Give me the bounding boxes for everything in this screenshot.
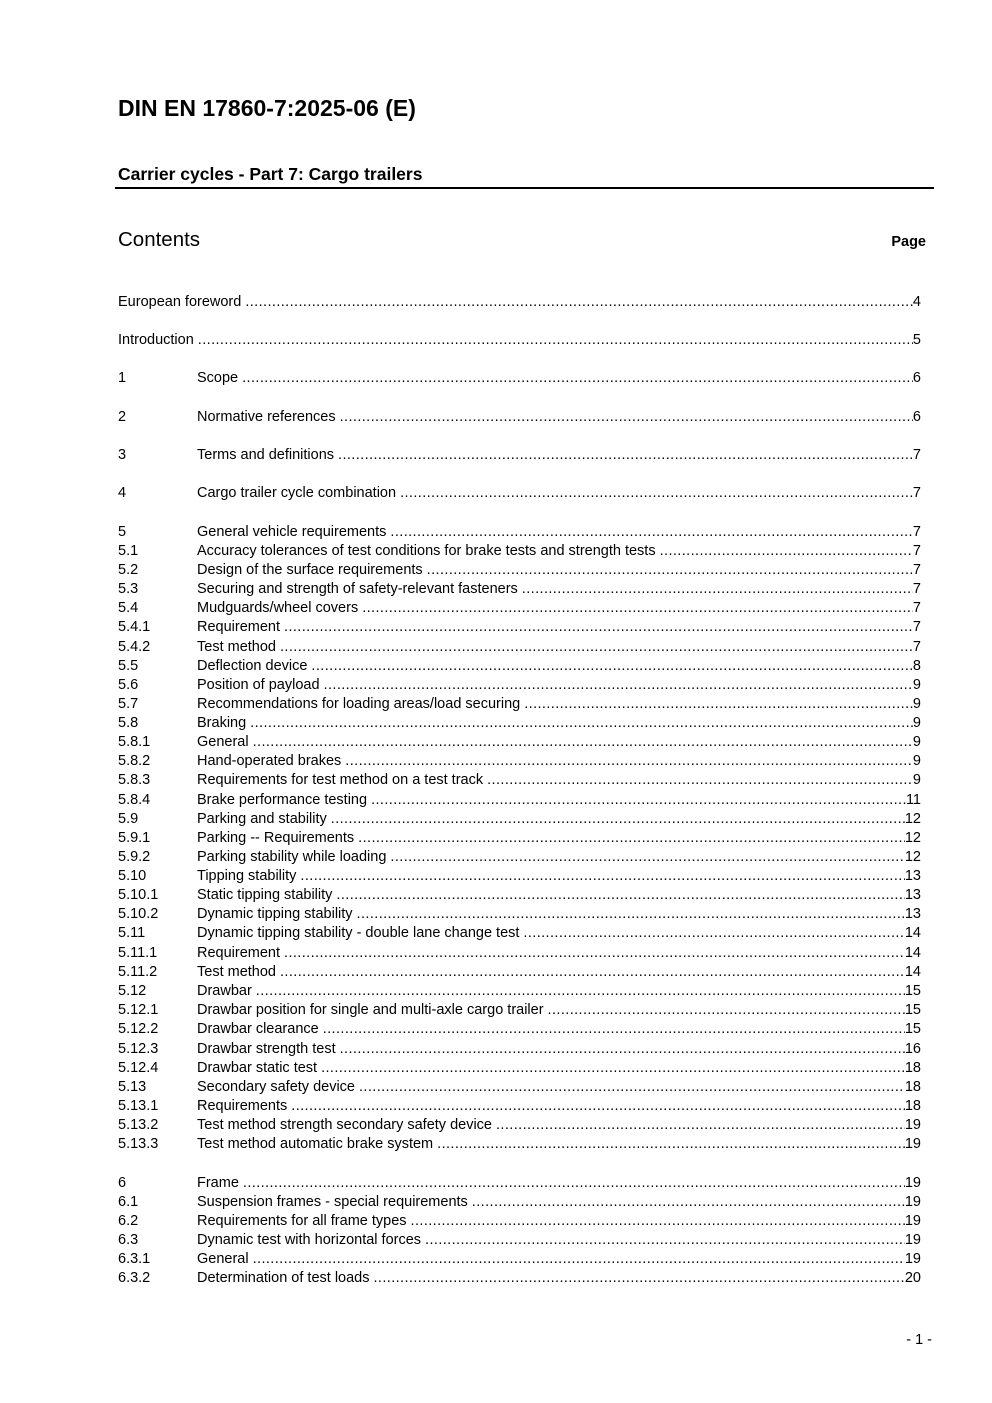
toc-entry-title: Hand-operated brakes (197, 753, 342, 769)
toc-entry (118, 924, 921, 943)
toc-entry-title: Static tipping stability (197, 887, 333, 903)
toc-entry-page: 8 (912, 658, 921, 674)
toc-leader-dots (198, 331, 913, 350)
toc-entry-number: 5.1 (118, 543, 139, 559)
toc-entry (118, 331, 921, 350)
toc-entry (118, 791, 921, 810)
toc-entry-title: Drawbar position for single and multi-axle cargo trailer (197, 1002, 544, 1018)
toc-entry (118, 905, 921, 924)
toc-entry-page: 19 (904, 1251, 921, 1267)
toc-entry-title: Test method strength secondary safety device (197, 1117, 492, 1133)
toc-entry-number: 6.2 (118, 1213, 139, 1229)
toc-leader-dots (300, 867, 904, 886)
toc-entry-page: 15 (904, 983, 921, 999)
toc-entry (118, 1020, 921, 1039)
toc-entry (118, 293, 921, 312)
toc-entry-page: 14 (904, 964, 921, 980)
toc-entry (118, 982, 921, 1001)
toc-entry-title: Cargo trailer cycle combination (197, 485, 397, 501)
toc-entry-page: 19 (904, 1117, 921, 1133)
toc-entry-number: 5.6 (118, 677, 139, 693)
toc-entry-number: 5.9 (118, 811, 139, 827)
toc-entry-page: 7 (912, 619, 921, 635)
toc-entry-number: 6.3 (118, 1232, 139, 1248)
toc-entry-title: Parking stability while loading (197, 849, 387, 865)
toc-entry-number: 5.12.3 (118, 1041, 159, 1057)
toc-entry-number: 5.12.1 (118, 1002, 159, 1018)
toc-leader-dots (311, 657, 913, 676)
toc-entry-number: 5.9.1 (118, 830, 151, 846)
toc-entry-page: 13 (904, 906, 921, 922)
toc-entry (118, 1193, 921, 1212)
toc-leader-dots (284, 944, 905, 963)
toc-entry-number: 5.8.2 (118, 753, 151, 769)
toc-entry (118, 1040, 921, 1059)
toc-entry-number: 5.13.2 (118, 1117, 159, 1133)
toc-entry-number: 6.3.1 (118, 1251, 151, 1267)
toc-entry-page: 18 (904, 1060, 921, 1076)
toc-entry-title: Design of the surface requirements (197, 562, 423, 578)
toc-entry (118, 542, 921, 561)
toc-entry (118, 886, 921, 905)
toc-leader-dots (284, 618, 913, 637)
toc-leader-dots (338, 446, 913, 465)
toc-leader-dots (358, 829, 905, 848)
toc-entry-number: 6.3.2 (118, 1270, 151, 1286)
toc-entry-title: Requirements for all frame types (197, 1213, 407, 1229)
toc-entry-title: Accuracy tolerances of test conditions for brake tests and strength tests (197, 543, 656, 559)
toc-entry-number: 5.4.2 (118, 639, 151, 655)
toc-entry-number: 6 (118, 1175, 127, 1191)
toc-leader-dots (660, 542, 913, 561)
toc-entry-page: 9 (912, 696, 921, 712)
toc-entry (118, 944, 921, 963)
toc-entry-title: Parking -- Requirements (197, 830, 355, 846)
toc-entry-page: 14 (904, 925, 921, 941)
toc-entry (118, 638, 921, 657)
page-number: - 1 - (906, 1332, 932, 1348)
document-title: Carrier cycles - Part 7: Cargo trailers (118, 164, 423, 184)
toc-leader-dots (390, 848, 904, 867)
toc-entry-title: Drawbar clearance (197, 1021, 319, 1037)
toc-entry-number: 5.12.4 (118, 1060, 159, 1076)
toc-entry-page: 12 (904, 811, 921, 827)
toc-entry-page: 18 (904, 1098, 921, 1114)
toc-leader-dots (345, 752, 913, 771)
toc-leader-dots (291, 1097, 905, 1116)
toc-leader-dots (280, 963, 905, 982)
toc-entry-title: Normative references (197, 409, 336, 425)
toc-entry-number: 2 (118, 409, 127, 425)
toc-entry-number: 5.13 (118, 1079, 147, 1095)
toc-entry (118, 580, 921, 599)
toc-entry (118, 1269, 921, 1288)
toc-entry-number: 5.3 (118, 581, 139, 597)
toc-entry-title: European foreword (118, 294, 242, 310)
toc-entry-number: 5.8.4 (118, 792, 151, 808)
toc-leader-dots (400, 484, 913, 503)
toc-leader-dots (340, 408, 913, 427)
toc-leader-dots (362, 599, 913, 618)
toc-entry-number: 5.7 (118, 696, 139, 712)
toc-leader-dots (472, 1193, 905, 1212)
toc-entry (118, 1059, 921, 1078)
toc-entry (118, 1116, 921, 1135)
document-id: DIN EN 17860-7:2025-06 (E) (118, 95, 416, 121)
toc-entry-number: 3 (118, 447, 127, 463)
toc-entry (118, 1001, 921, 1020)
toc-entry-page: 9 (912, 753, 921, 769)
toc-entry (118, 810, 921, 829)
toc-entry (118, 1097, 921, 1116)
toc-entry-page: 4 (912, 294, 921, 310)
toc-entry (118, 484, 921, 503)
toc-entry-title: Requirement (197, 945, 281, 961)
toc-entry (118, 829, 921, 848)
toc-entry-title: Dynamic test with horizontal forces (197, 1232, 422, 1248)
toc-entry-page: 12 (904, 830, 921, 846)
toc-entry-page: 7 (912, 447, 921, 463)
toc-entry (118, 1135, 921, 1154)
toc-leader-dots (496, 1116, 905, 1135)
toc-entry (118, 1212, 921, 1231)
toc-entry-number: 5.11.2 (118, 964, 158, 980)
toc-leader-dots (331, 810, 905, 829)
toc-leader-dots (487, 771, 913, 790)
toc-entry (118, 1174, 921, 1193)
toc-entry-number: 5.4.1 (118, 619, 151, 635)
toc-entry-title: Requirements for test method on a test track (197, 772, 484, 788)
toc-entry (118, 369, 921, 388)
toc-entry (118, 676, 921, 695)
toc-entry-number: 5.12 (118, 983, 147, 999)
toc-entry (118, 848, 921, 867)
toc-entry-page: 9 (912, 734, 921, 750)
toc-entry-title: Suspension frames - special requirements (197, 1194, 468, 1210)
toc-leader-dots (245, 293, 913, 312)
toc-entry-title: Frame (197, 1175, 239, 1191)
toc-entry-number: 5.11.1 (118, 945, 158, 961)
toc-entry (118, 523, 921, 542)
toc-entry (118, 1250, 921, 1269)
toc-entry (118, 657, 921, 676)
toc-entry-number: 5 (118, 524, 127, 540)
toc-entry-title: Tipping stability (197, 868, 297, 884)
toc-entry-page: 19 (904, 1136, 921, 1152)
toc-entry-page: 7 (912, 639, 921, 655)
toc-leader-dots (357, 905, 905, 924)
toc-leader-dots (524, 695, 913, 714)
toc-entry-page: 18 (904, 1079, 921, 1095)
toc-leader-dots (359, 1078, 905, 1097)
toc-entry-title: Braking (197, 715, 247, 731)
toc-entry (118, 733, 921, 752)
toc-entry-page: 9 (912, 715, 921, 731)
toc-leader-dots (522, 580, 913, 599)
toc-entry-number: 5.13.3 (118, 1136, 159, 1152)
toc-leader-dots (256, 982, 905, 1001)
toc-leader-dots (253, 733, 913, 752)
toc-entry-title: Position of payload (197, 677, 320, 693)
toc-entry-number: 5.12.2 (118, 1021, 159, 1037)
toc-entry-title: Dynamic tipping stability - double lane change test (197, 925, 520, 941)
toc-entry-page: 16 (904, 1041, 921, 1057)
toc-entry-title: Introduction (118, 332, 194, 348)
toc-entry-page: 6 (912, 370, 921, 386)
toc-entry-title: Drawbar static test (197, 1060, 318, 1076)
toc-entry-number: 5.8 (118, 715, 139, 731)
toc-entry-number: 5.8.3 (118, 772, 151, 788)
toc-entry (118, 771, 921, 790)
toc-leader-dots (340, 1040, 905, 1059)
toc-entry-page: 15 (904, 1021, 921, 1037)
toc-entry-page: 9 (912, 772, 921, 788)
toc-entry-number: 5.11 (118, 925, 146, 941)
toc-leader-dots (253, 1250, 905, 1269)
toc-entry-page: 20 (904, 1270, 921, 1286)
toc-entry-title: Deflection device (197, 658, 308, 674)
toc-entry-page: 19 (904, 1213, 921, 1229)
toc-entry (118, 867, 921, 886)
toc-entry-page: 7 (912, 543, 921, 559)
toc-entry (118, 714, 921, 733)
toc-entry-title: Determination of test loads (197, 1270, 370, 1286)
toc-leader-dots (250, 714, 913, 733)
toc-entry-number: 5.8.1 (118, 734, 151, 750)
toc-entry-title: General vehicle requirements (197, 524, 387, 540)
toc-entry-page: 6 (912, 409, 921, 425)
toc-leader-dots (425, 1231, 905, 1250)
toc-entry-title: Parking and stability (197, 811, 327, 827)
toc-entry-title: Requirement (197, 619, 281, 635)
toc-entry (118, 561, 921, 580)
toc-leader-dots (242, 369, 913, 388)
toc-entry-page: 19 (904, 1175, 921, 1191)
toc-entry-title: Drawbar strength test (197, 1041, 336, 1057)
toc-entry-number: 5.10 (118, 868, 147, 884)
toc-entry-title: Dynamic tipping stability (197, 906, 353, 922)
toc-leader-dots (373, 1269, 904, 1288)
toc-entry-page: 9 (912, 677, 921, 693)
toc-entry-page: 19 (904, 1194, 921, 1210)
toc-entry-title: Requirements (197, 1098, 288, 1114)
toc-entry-title: Test method automatic brake system (197, 1136, 434, 1152)
toc-entry-title: Secondary safety device (197, 1079, 355, 1095)
toc-entry-page: 7 (912, 524, 921, 540)
toc-entry-page: 11 (905, 792, 921, 808)
toc-entry-number: 5.2 (118, 562, 139, 578)
toc-entry-number: 6.1 (118, 1194, 139, 1210)
toc-entry-page: 12 (904, 849, 921, 865)
toc-entry (118, 599, 921, 618)
contents-heading: Contents (118, 228, 201, 251)
toc-entry-title: Recommendations for loading areas/load securing (197, 696, 521, 712)
toc-leader-dots (411, 1212, 905, 1231)
toc-leader-dots (390, 523, 913, 542)
toc-entry (118, 963, 921, 982)
toc-entry-page: 7 (912, 600, 921, 616)
toc-entry-title: Scope (197, 370, 239, 386)
toc-entry (118, 446, 921, 465)
toc-entry-title: Test method (197, 964, 276, 980)
toc-leader-dots (321, 1059, 905, 1078)
toc-leader-dots (427, 561, 913, 580)
toc-entry-page: 7 (912, 562, 921, 578)
toc-entry-number: 1 (118, 370, 127, 386)
toc-entry-page: 5 (912, 332, 921, 348)
toc-entry-page: 7 (912, 581, 921, 597)
toc-entry-title: Mudguards/wheel covers (197, 600, 359, 616)
toc-entry-title: Test method (197, 639, 276, 655)
toc-entry-number: 4 (118, 485, 127, 501)
toc-entry (118, 408, 921, 427)
toc-leader-dots (280, 638, 913, 657)
toc-entry-page: 7 (912, 485, 921, 501)
toc-entry-page: 14 (904, 945, 921, 961)
toc-entry-title: Securing and strength of safety-relevant fasteners (197, 581, 518, 597)
toc-entry-title: Terms and definitions (197, 447, 335, 463)
toc-leader-dots (323, 1020, 905, 1039)
toc-entry (118, 618, 921, 637)
toc-leader-dots (243, 1174, 905, 1193)
toc-entry-page: 15 (904, 1002, 921, 1018)
toc-entry-page: 13 (904, 887, 921, 903)
toc-leader-dots (371, 791, 906, 810)
toc-entry-page: 19 (904, 1232, 921, 1248)
toc-entry-title: Brake performance testing (197, 792, 368, 808)
toc-entry-title: General (197, 734, 249, 750)
toc-leader-dots (548, 1001, 905, 1020)
toc-entry (118, 752, 921, 771)
page-column-heading: Page (891, 234, 926, 250)
toc-entry-number: 5.9.2 (118, 849, 151, 865)
toc-entry-title: General (197, 1251, 249, 1267)
toc-entry-title: Drawbar (197, 983, 252, 999)
toc-leader-dots (324, 676, 913, 695)
toc-entry-number: 5.13.1 (118, 1098, 159, 1114)
toc-leader-dots (523, 924, 904, 943)
toc-leader-dots (437, 1135, 905, 1154)
toc-entry (118, 1078, 921, 1097)
toc-entry (118, 1231, 921, 1250)
toc-entry-number: 5.10.1 (118, 887, 159, 903)
toc-entry-number: 5.5 (118, 658, 139, 674)
toc-entry (118, 695, 921, 714)
toc-entry-number: 5.4 (118, 600, 139, 616)
toc-entry-number: 5.10.2 (118, 906, 159, 922)
toc-leader-dots (336, 886, 904, 905)
toc-entry-page: 13 (904, 868, 921, 884)
